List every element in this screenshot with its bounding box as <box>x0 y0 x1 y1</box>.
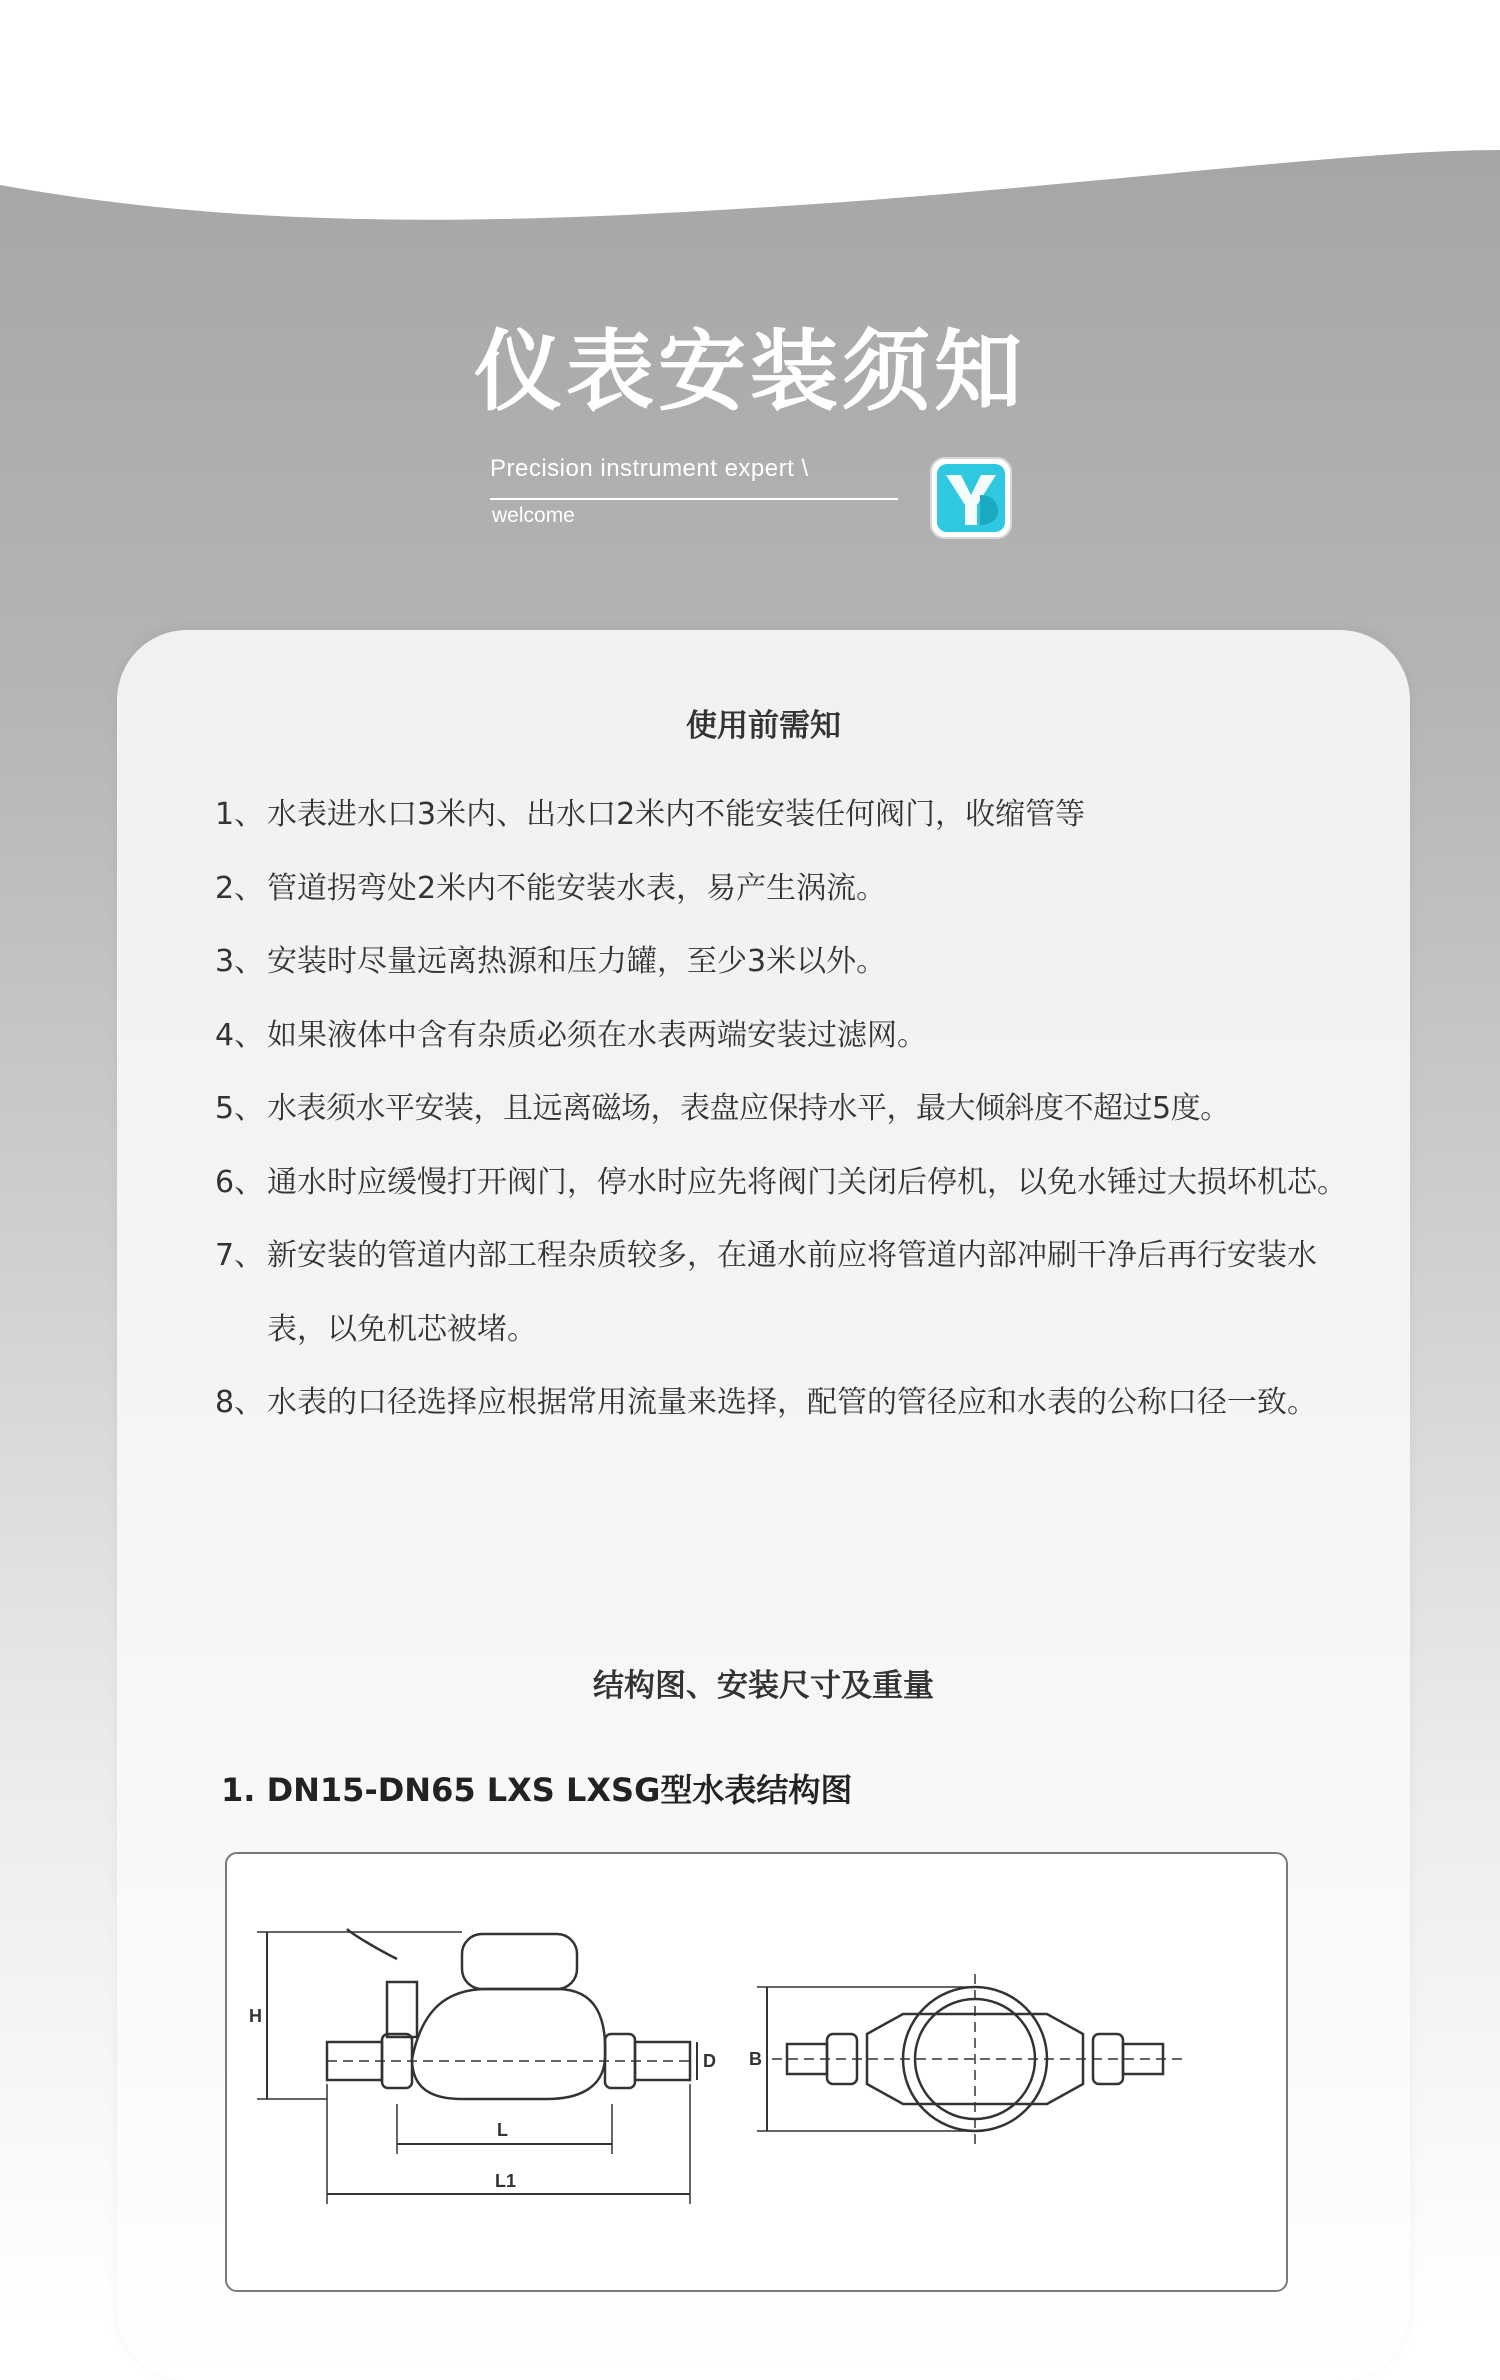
welcome-text: welcome <box>492 504 575 527</box>
item-number: 4、 <box>215 1017 265 1053</box>
before-use-title: 使用前需知 <box>686 708 841 744</box>
list-item <box>215 999 1365 1073</box>
page-header <box>0 0 1500 600</box>
dimension-label-h: H <box>249 2006 262 2026</box>
dimension-label-b: B <box>749 2049 762 2069</box>
list-item <box>215 1219 1365 1366</box>
item-number: 1、 <box>215 797 265 832</box>
item-number: 3、 <box>215 944 265 979</box>
tagline: Precision instrument expert \ <box>490 455 809 482</box>
item-text: 水表进水口3米内、出水口2米内不能安装任何阀门，收缩管等 <box>267 797 1086 832</box>
list-item <box>215 1072 1365 1146</box>
item-text: 水表的口径选择应根据常用流量来选择，配管的管径应和水表的公称口径一致。 <box>267 1385 1317 1420</box>
item-number: 6、 <box>215 1164 265 1200</box>
item-text: 如果液体中含有杂质必须在水表两端安装过滤网。 <box>267 1017 927 1053</box>
notice-card <box>117 630 1410 2380</box>
structure-title: 结构图、安装尺寸及重量 <box>593 1668 934 1704</box>
list-item <box>215 778 1365 852</box>
list-item <box>215 852 1365 926</box>
meter-valve-block <box>387 1982 417 2037</box>
tagline-divider <box>490 498 898 500</box>
item-text: 通水时应缓慢打开阀门，停水时应先将阀门关闭后停机，以免水锤过大损坏机芯。 <box>267 1164 1347 1200</box>
page-title: 仪表安装须知 <box>473 320 1026 423</box>
item-number: 8、 <box>215 1385 265 1420</box>
item-number: 2、 <box>215 870 265 906</box>
meter-body <box>412 1989 605 2099</box>
yd-logo-icon <box>928 455 1014 541</box>
dimension-label-l1: L1 <box>495 2171 517 2191</box>
meter-register-cap <box>462 1934 577 1989</box>
list-item <box>215 925 1365 999</box>
item-text: 水表须水平安装，且远离磁场，表盘应保持水平，最大倾斜度不超过5度。 <box>267 1091 1230 1126</box>
item-text: 安装时尽量远离热源和压力罐，至少3米以外。 <box>267 944 887 979</box>
item-text: 新安装的管道内部工程杂质较多，在通水前应将管道内部冲刷干净后再行安装水表，以免机芯被堵。 <box>267 1238 1317 1347</box>
dimension-label-d: D <box>703 2051 716 2071</box>
list-item <box>215 1146 1365 1220</box>
item-number: 5、 <box>215 1091 265 1126</box>
meter-lid-hinge <box>347 1929 397 1959</box>
item-number: 7、 <box>215 1238 265 1273</box>
dimension-label-l: L <box>497 2120 508 2140</box>
water-meter-drawing <box>227 1854 1286 2290</box>
notice-list <box>215 778 1365 1440</box>
list-item <box>215 1366 1365 1440</box>
item-text: 管道拐弯处2米内不能安装水表，易产生涡流。 <box>267 870 887 906</box>
structure-subtitle: 1. DN15-DN65 LXS LXSG型水表结构图 <box>221 1771 853 1809</box>
structure-diagram <box>225 1852 1288 2292</box>
